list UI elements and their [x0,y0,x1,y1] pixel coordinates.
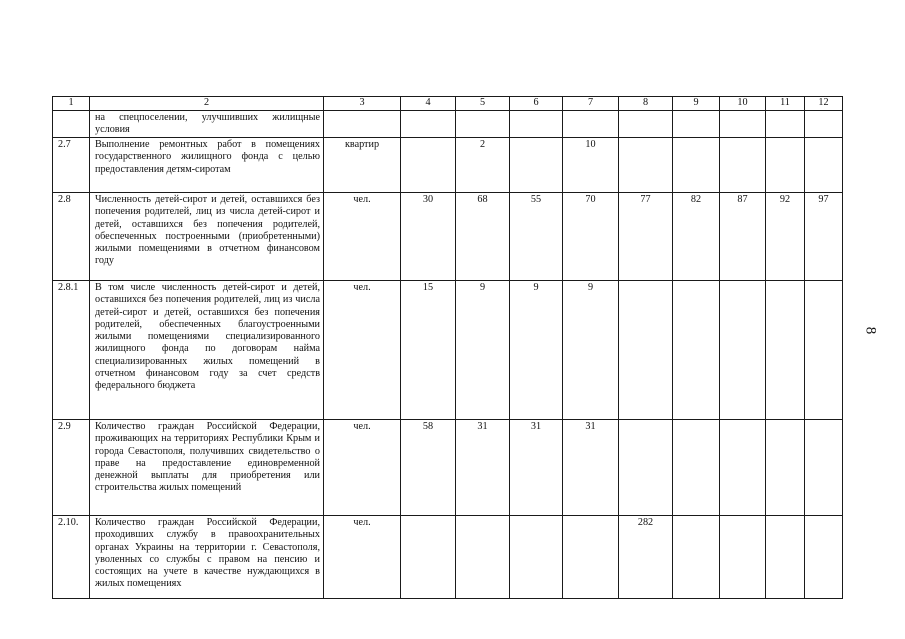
value-cell [805,111,843,138]
value-cell [720,420,766,516]
column-header: 5 [456,97,510,111]
value-cell [805,420,843,516]
value-cell [673,111,720,138]
value-cell [456,111,510,138]
value-cell [720,111,766,138]
value-cell: 9 [510,281,563,420]
value-cell [766,138,805,193]
value-cell [619,111,673,138]
value-cell: 58 [401,420,456,516]
value-cell [563,111,619,138]
column-header: 10 [720,97,766,111]
value-cell: 31 [510,420,563,516]
indicator-description: на спецпоселении, улучшивших жилищные условия [90,111,324,138]
column-header: 2 [90,97,324,111]
value-cell [766,516,805,599]
table-row [53,138,843,193]
value-cell: 10 [563,138,619,193]
value-cell [673,138,720,193]
value-cell: 68 [456,193,510,281]
value-cell [510,516,563,599]
unit-of-measure: чел. [324,516,401,599]
value-cell [619,281,673,420]
column-header: 9 [673,97,720,111]
value-cell [720,516,766,599]
value-cell [619,420,673,516]
row-number: 2.8 [53,193,90,281]
value-cell [720,281,766,420]
column-header: 12 [805,97,843,111]
row-number: 2.7 [53,138,90,193]
value-cell: 97 [805,193,843,281]
value-cell [510,138,563,193]
value-cell [766,111,805,138]
value-cell: 31 [563,420,619,516]
table-row [53,281,843,420]
value-cell [401,516,456,599]
value-cell: 77 [619,193,673,281]
table-row [53,420,843,516]
value-cell: 92 [766,193,805,281]
value-cell: 70 [563,193,619,281]
row-number: 2.10. [53,516,90,599]
column-header: 11 [766,97,805,111]
table-body [53,97,843,599]
value-cell [563,516,619,599]
value-cell: 282 [619,516,673,599]
unit-of-measure: квартир [324,138,401,193]
table-row [53,516,843,599]
value-cell: 15 [401,281,456,420]
column-header: 1 [53,97,90,111]
value-cell: 9 [456,281,510,420]
indicators-table [52,96,843,599]
value-cell [401,138,456,193]
value-cell: 9 [563,281,619,420]
column-header: 4 [401,97,456,111]
unit-of-measure [324,111,401,138]
value-cell [456,516,510,599]
column-header: 8 [619,97,673,111]
indicator-description: Численность детей-сирот и детей, оставшихся без попечения родителей, лиц из числа детей-сирот и детей, оставшихся без попечения родителей, обеспеченных построенными (приобретенными) жилыми помещениями в отчетном финансовом году [90,193,324,281]
column-number-row [53,97,843,111]
row-number [53,111,90,138]
value-cell [720,138,766,193]
value-cell: 87 [720,193,766,281]
indicator-description: Количество граждан Российской Федерации, проживающих на территориях Республики Крым и города Севастополя, получивших свидетельство о праве на предоставление единовременной денежной выплаты для приобретения или строительства жилых помещений [90,420,324,516]
value-cell [766,420,805,516]
column-header: 6 [510,97,563,111]
value-cell: 55 [510,193,563,281]
value-cell [619,138,673,193]
column-header: 3 [324,97,401,111]
value-cell [673,420,720,516]
value-cell [766,281,805,420]
row-number: 2.9 [53,420,90,516]
row-number: 2.8.1 [53,281,90,420]
indicator-description: Выполнение ремонтных работ в помещениях государственного жилищного фонда с целью предоставления детям-сиротам [90,138,324,193]
value-cell [805,281,843,420]
value-cell [673,281,720,420]
indicator-description: Количество граждан Российской Федерации, проходивших службу в правоохранительных органах Украины на территории г. Севастополя, уволенных со службы с правом на пенсию и состоящих на учете в качестве нуждающихся в жилых помещениях [90,516,324,599]
value-cell: 30 [401,193,456,281]
value-cell [401,111,456,138]
table-row [53,193,843,281]
unit-of-measure: чел. [324,193,401,281]
value-cell [805,138,843,193]
value-cell: 82 [673,193,720,281]
value-cell [673,516,720,599]
page-number: 8 [862,326,879,335]
column-header: 7 [563,97,619,111]
value-cell [805,516,843,599]
table-row [53,111,843,138]
value-cell: 2 [456,138,510,193]
unit-of-measure: чел. [324,420,401,516]
indicator-description: В том числе численность детей-сирот и детей, оставшихся без попечения родителей, лиц из числа детей-сирот и детей, оставшихся без попечения родителей, обеспеченных благоустроенными жилыми помещениями специализированного жилищного фонда по договорам найма специализированных жилых помещений в отчетном финансовом году за счет средств федерального бюджета [90,281,324,420]
value-cell [510,111,563,138]
unit-of-measure: чел. [324,281,401,420]
value-cell: 31 [456,420,510,516]
